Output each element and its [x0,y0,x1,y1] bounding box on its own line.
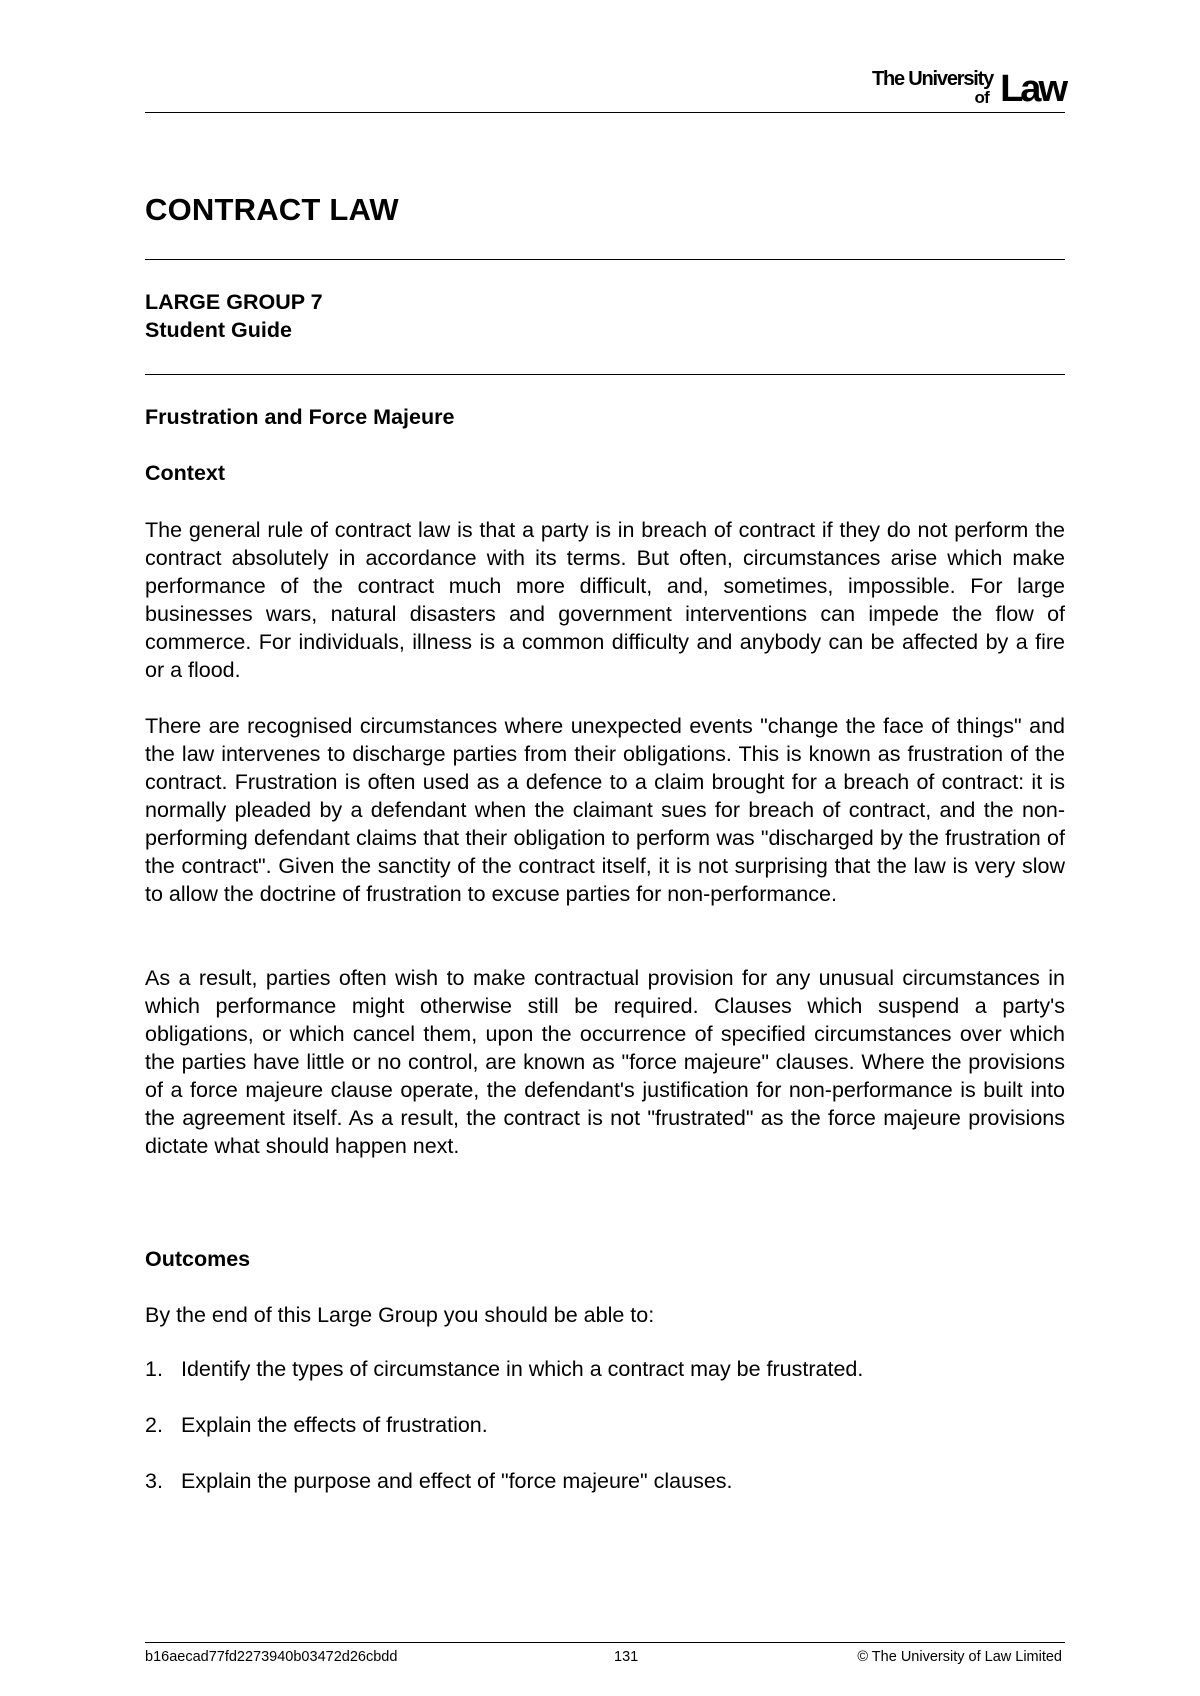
outcomes-heading: Outcomes [145,1247,251,1271]
outcome-item-1 [145,1357,863,1382]
outcome-text: Explain the purpose and effect of "force majeure" clauses. [181,1469,733,1493]
footer-copyright: © The University of Law Limited [857,1649,1062,1665]
outcome-number: 2. [145,1413,163,1437]
footer-document-id: b16aecad77fd2273940b03472d26cbdd [145,1649,398,1665]
subtitle-group: LARGE GROUP 7 [145,290,323,314]
title-rule [145,259,1065,260]
subtitle-rule [145,374,1065,375]
footer-rule [145,1642,1065,1643]
context-paragraph-1: The general rule of contract law is that a party is in breach of contract if they do not perform the contract absolutely in accordance with its terms. But often, circumstances arise which make performance of the contract much more difficult, and, sometimes, impossible. For large businesses wars, natural disasters and government interventions can impede the flow of commerce. For individuals, illness is a common difficulty and anybody can be affected by a fire or a flood. [145,518,1065,682]
logo-text-of: of [974,88,989,107]
outcome-item-2 [145,1413,488,1438]
university-of-law-logo [855,66,1065,110]
header-rule [145,112,1065,113]
outcome-number: 3. [145,1469,163,1493]
logo-text-the-university: The University [871,68,993,90]
context-paragraph-2: There are recognised circumstances where unexpected events "change the face of things" and the law intervenes to discharge parties from their obligations. This is known as frustration of the contract. Frustration is often used as a defence to a claim brought for a breach of contract: it is normally pleaded by a defendant when the claimant sues for breach of contract, and the non-performing defendant claims that their obligation to perform was "discharged by the frustration of the contract". Given the sanctity of the contract itself, it is not surprising that the law is very slow to allow the doctrine of frustration to excuse parties for non-performance. [145,714,1065,906]
context-paragraph-3: As a result, parties often wish to make contractual provision for any unusual circumstances in which performance might otherwise still be required. Clauses which suspend a party's obligations, or which cancel them, upon the occurrence of specified circumstances over which the parties have little or no control, are known as "force majeure" clauses. Where the provisions of a force majeure clause operate, the defendant's justification for non-performance is built into the agreement itself. As a result, the contract is not "frustrated" as the force majeure provisions dictate what should happen next. [145,966,1065,1158]
logo-text-law: Law [1000,68,1065,110]
subtitle-guide: Student Guide [145,318,292,342]
document-title: CONTRACT LAW [145,192,399,227]
outcome-text: Identify the types of circumstance in which a contract may be frustrated. [181,1357,864,1381]
outcome-text: Explain the effects of frustration. [181,1413,488,1437]
outcomes-intro: By the end of this Large Group you should be able to: [145,1303,655,1327]
topic-heading: Frustration and Force Majeure [145,405,455,429]
footer-page-number: 131 [614,1649,639,1665]
outcome-item-3 [145,1469,733,1494]
context-heading: Context [145,461,226,485]
outcome-number: 1. [145,1357,163,1381]
